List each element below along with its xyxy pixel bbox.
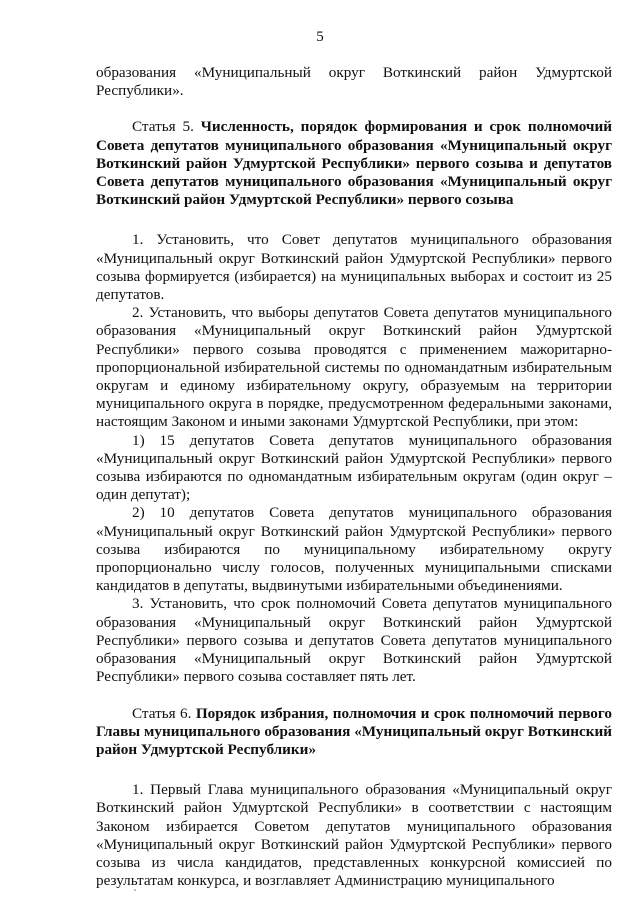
article-5-title: Численность, порядок формирования и срок полномочий Совета депутатов муниципального образования «Муниципальный округ Воткинский район Удмуртской Республики» первого созыва и депутатов Совета депутатов муниципального образования «Муниципальный округ Воткинский район Удмуртской Республики» первого созыва	[96, 118, 613, 209]
spacer	[96, 209, 612, 231]
document-body	[96, 64, 612, 890]
article-5-subitem-1: 1) 15 депутатов Совета депутатов муниципального образования «Муниципальный округ Воткинский район Удмуртской Республики» первого созыва избираются по одномандатным избирательным округам (один округ – один депутат);	[96, 431, 612, 504]
article-6-title: Порядок избрания, полномочия и срок полномочий первого Главы муниципального образования «Муниципальный округ Воткинский район Удмуртской Республики»	[96, 704, 613, 758]
spacer	[96, 100, 612, 118]
article-6-heading	[96, 705, 612, 760]
article-5-paragraph-1: 1. Установить, что Совет депутатов муниципального образования «Муниципальный округ Воткинский район Удмуртской Республики» первого созыва формируется (избирается) на муниципальных выборах и состоит из 25 депутатов.	[96, 231, 612, 304]
article-5-heading	[96, 118, 612, 209]
article-5-number: Статья 5.	[132, 118, 194, 136]
article-5-paragraph-2: 2. Установить, что выборы депутатов Совета депутатов муниципального образования «Муниципальный округ Воткинский район Удмуртской Республики» первого созыва проводятся с применением мажоритарно-пропорциональной избирательной системы по одномандатным избирательным округам и единому избирательному округу, образуемым на территории муниципального округа в порядке, предусмотренном федеральными законами, настоящим Законом и иными законами Удмуртской Республики, при этом:	[96, 304, 612, 431]
scan-speck	[134, 889, 136, 891]
article-5-subitem-2: 2) 10 депутатов Совета депутатов муниципального образования «Муниципальный округ Воткинский район Удмуртской Республики» первого созыва избираются по муниципальному избирательному округу пропорционально числу голосов, полученных муниципальными списками кандидатов в депутаты, выдвинутыми избирательными объединениями.	[96, 504, 612, 595]
spacer	[96, 759, 612, 781]
article-5-paragraph-3: 3. Установить, что срок полномочий Совета депутатов муниципального образования «Муниципальный округ Воткинский район Удмуртской Республики» первого созыва и депутатов Совета депутатов муниципального образования «Муниципальный округ Воткинский район Удмуртской Республики» первого созыва составляет пять лет.	[96, 595, 612, 686]
article-6-number: Статья 6.	[132, 704, 192, 722]
continuation-paragraph: образования «Муниципальный округ Воткинский район Удмуртской Республики».	[96, 64, 612, 100]
article-6-paragraph-1: 1. Первый Глава муниципального образования «Муниципальный округ Воткинский район Удмуртской Республики» в соответствии с настоящим Законом избирается Советом депутатов муниципального образования «Муниципальный округ Воткинский район Удмуртской Республики» первого созыва из числа кандидатов, представленных конкурсной комиссией по результатам конкурса, и возглавляет Администрацию муниципального	[96, 781, 612, 890]
page-number: 5	[316, 29, 324, 45]
spacer	[96, 687, 612, 705]
